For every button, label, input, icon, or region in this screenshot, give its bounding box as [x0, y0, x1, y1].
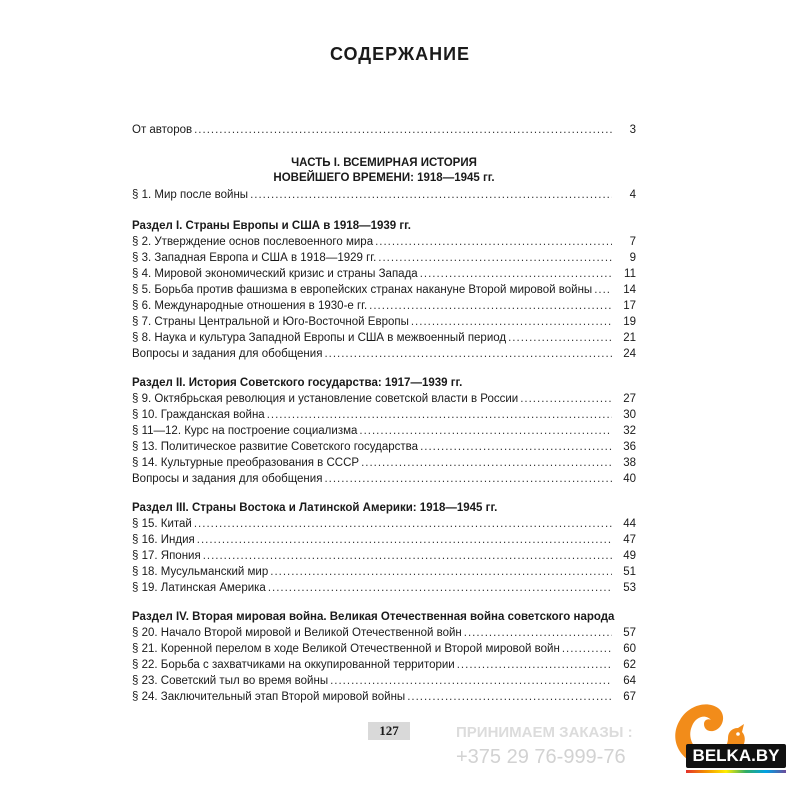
- toc-leader-dots: [464, 625, 612, 641]
- toc-leader-dots: [324, 346, 612, 362]
- toc-entry-text: § 7. Страны Центральной и Юго-Восточной Европы: [132, 316, 409, 328]
- toc-entry-page: 64: [623, 675, 636, 687]
- toc-entry-text: § 1. Мир после войны: [132, 189, 249, 201]
- toc-entry: [132, 330, 636, 346]
- toc-entry-page: 30: [623, 409, 636, 421]
- toc-entry-page: 4: [629, 189, 636, 201]
- toc-entry-page: 44: [623, 518, 636, 530]
- toc-entry: [132, 516, 636, 532]
- page-number: 127: [368, 722, 410, 740]
- toc-entry-page: 51: [623, 566, 636, 578]
- toc-entry: [132, 391, 636, 407]
- toc-entry: [132, 423, 636, 439]
- toc-entry-text: § 17. Япония: [132, 550, 201, 562]
- toc-leader-dots: [375, 234, 612, 250]
- logo-text: BELKA.BY: [686, 744, 786, 768]
- toc-entry-page: 17: [623, 300, 636, 312]
- toc-entry-page: 19: [623, 316, 636, 328]
- toc-entry-text: § 8. Наука и культура Западной Европы и США в межвоенный период: [132, 332, 507, 344]
- toc-entry: [132, 625, 636, 641]
- toc-entry: [132, 314, 636, 330]
- page-title: СОДЕРЖАНИЕ: [329, 44, 471, 64]
- toc-leader-dots: [361, 455, 612, 471]
- toc-leader-dots: [520, 391, 612, 407]
- belka-logo: [640, 696, 790, 796]
- toc-leader-dots: [457, 657, 612, 673]
- toc-entry-text: § 22. Борьба с захватчиками на оккупированной территории: [132, 659, 455, 671]
- part-title-line1: ЧАСТЬ I. ВСЕМИРНАЯ ИСТОРИЯ: [291, 157, 477, 169]
- toc-entry-text: § 3. Западная Европа и США в 1918—1929 гг.: [132, 252, 377, 264]
- section-heading-4: Раздел IV. Вторая мировая война. Великая Отечественная война советского народа: [132, 611, 615, 623]
- part-title-line2: НОВЕЙШЕГО ВРЕМЕНИ: 1918—1945 гг.: [273, 172, 495, 184]
- toc-entry-page: 7: [629, 236, 636, 248]
- toc-leader-dots: [330, 673, 612, 689]
- toc-leader-dots: [197, 532, 612, 548]
- toc-leader-dots: [378, 250, 612, 266]
- toc-entry-text: § 19. Латинская Америка: [132, 582, 266, 594]
- toc-leader-dots: [508, 330, 612, 346]
- toc-entry-text: § 5. Борьба против фашизма в европейских странах накануне Второй мировой войны: [132, 284, 593, 296]
- toc-leader-dots: [250, 187, 612, 203]
- section-heading-1: Раздел I. Страны Европы и США в 1918—1939 гг.: [132, 220, 411, 232]
- section-heading-2: Раздел II. История Советского государства: 1917—1939 гг.: [132, 377, 463, 389]
- toc-entry-text: § 15. Китай: [132, 518, 192, 530]
- toc-entry: [132, 641, 636, 657]
- toc-entry-text: § 4. Мировой экономический кризис и страны Запада: [132, 268, 418, 280]
- toc-entry: [132, 282, 636, 298]
- toc-leader-dots: [268, 580, 612, 596]
- toc-entry-page: 49: [623, 550, 636, 562]
- toc-leader-dots: [270, 564, 612, 580]
- toc-entry-page: 9: [629, 252, 636, 264]
- toc-leader-dots: [359, 423, 612, 439]
- toc-entry: [132, 266, 636, 282]
- toc-entry-page: 36: [623, 441, 636, 453]
- watermark-phone: +375 29 76-999-76: [456, 746, 626, 768]
- toc-entry-page: 62: [623, 659, 636, 671]
- toc-entry-text: § 18. Мусульманский мир: [132, 566, 269, 578]
- toc-leader-dots: [562, 641, 612, 657]
- toc-entry: [132, 548, 636, 564]
- toc-entry: [132, 532, 636, 548]
- toc-entry-page: 11: [624, 268, 636, 280]
- toc-entry-page: 3: [629, 124, 636, 136]
- toc-leader-dots: [267, 407, 612, 423]
- toc-leader-dots: [407, 689, 612, 705]
- toc-entry-text: § 6. Международные отношения в 1930-е гг.: [132, 300, 368, 312]
- toc-entry-page: 24: [623, 348, 636, 360]
- toc-entry-text: § 16. Индия: [132, 534, 195, 546]
- toc-entry: [132, 471, 636, 487]
- toc-entry-intro: [132, 122, 636, 138]
- toc-entry-page: 40: [623, 473, 636, 485]
- toc-entry: [132, 673, 636, 689]
- toc-entry-text: § 20. Начало Второй мировой и Великой Отечественной войн: [132, 627, 462, 639]
- toc-entry-text: § 11—12. Курс на построение социализма: [132, 425, 358, 437]
- toc-entry-page: 27: [623, 393, 636, 405]
- toc-entry-text: От авторов: [132, 124, 193, 136]
- toc-entry-text: § 10. Гражданская война: [132, 409, 265, 421]
- toc-entry: [132, 250, 636, 266]
- toc-entry-page: 67: [623, 691, 636, 703]
- toc-entry: [132, 564, 636, 580]
- toc-entry-page: 21: [623, 332, 636, 344]
- toc-entry-text: § 14. Культурные преобразования в СССР: [132, 457, 360, 469]
- toc-entry: [132, 298, 636, 314]
- toc-leader-dots: [369, 298, 612, 314]
- toc-entry-text: § 13. Политическое развитие Советского государства: [132, 441, 419, 453]
- toc-entry: [132, 580, 636, 596]
- section-heading-3: Раздел III. Страны Востока и Латинской Америки: 1918—1945 гг.: [132, 502, 498, 514]
- toc-entry-page: 53: [623, 582, 636, 594]
- logo-color-stripe: [686, 770, 786, 773]
- toc-entry: [132, 407, 636, 423]
- toc-entry-text: § 2. Утверждение основ послевоенного мира: [132, 236, 374, 248]
- toc-entry-page: 14: [623, 284, 636, 296]
- toc-entry-page: 60: [623, 643, 636, 655]
- toc-entry-part-first: [132, 187, 636, 203]
- toc-entry-page: 32: [623, 425, 636, 437]
- toc-leader-dots: [420, 266, 612, 282]
- toc-leader-dots: [194, 516, 612, 532]
- watermark-orders-text: ПРИНИМАЕМ ЗАКАЗЫ :: [456, 724, 633, 741]
- toc-leader-dots: [194, 122, 612, 138]
- toc-entry-page: 38: [623, 457, 636, 469]
- toc-leader-dots: [411, 314, 612, 330]
- toc-entry: [132, 657, 636, 673]
- toc-entry-page: 57: [623, 627, 636, 639]
- toc-entry-text: Вопросы и задания для обобщения: [132, 473, 323, 485]
- toc-leader-dots: [324, 471, 612, 487]
- toc-entry-text: § 24. Заключительный этап Второй мировой войны: [132, 691, 406, 703]
- toc-leader-dots: [420, 439, 612, 455]
- toc-entry-text: § 21. Коренной перелом в ходе Великой Отечественной и Второй мировой войн: [132, 643, 560, 655]
- toc-entry: [132, 689, 636, 705]
- toc-leader-dots: [203, 548, 612, 564]
- toc-entry: [132, 439, 636, 455]
- toc-entry: [132, 346, 636, 362]
- toc-entry-text: Вопросы и задания для обобщения: [132, 348, 323, 360]
- toc-entry-text: § 9. Октябрьская революция и установление советской власти в России: [132, 393, 519, 405]
- toc-leader-dots: [594, 282, 612, 298]
- toc-entry-page: 47: [623, 534, 636, 546]
- toc-entry-text: § 23. Советский тыл во время войны: [132, 675, 329, 687]
- toc-entry: [132, 234, 636, 250]
- toc-entry: [132, 455, 636, 471]
